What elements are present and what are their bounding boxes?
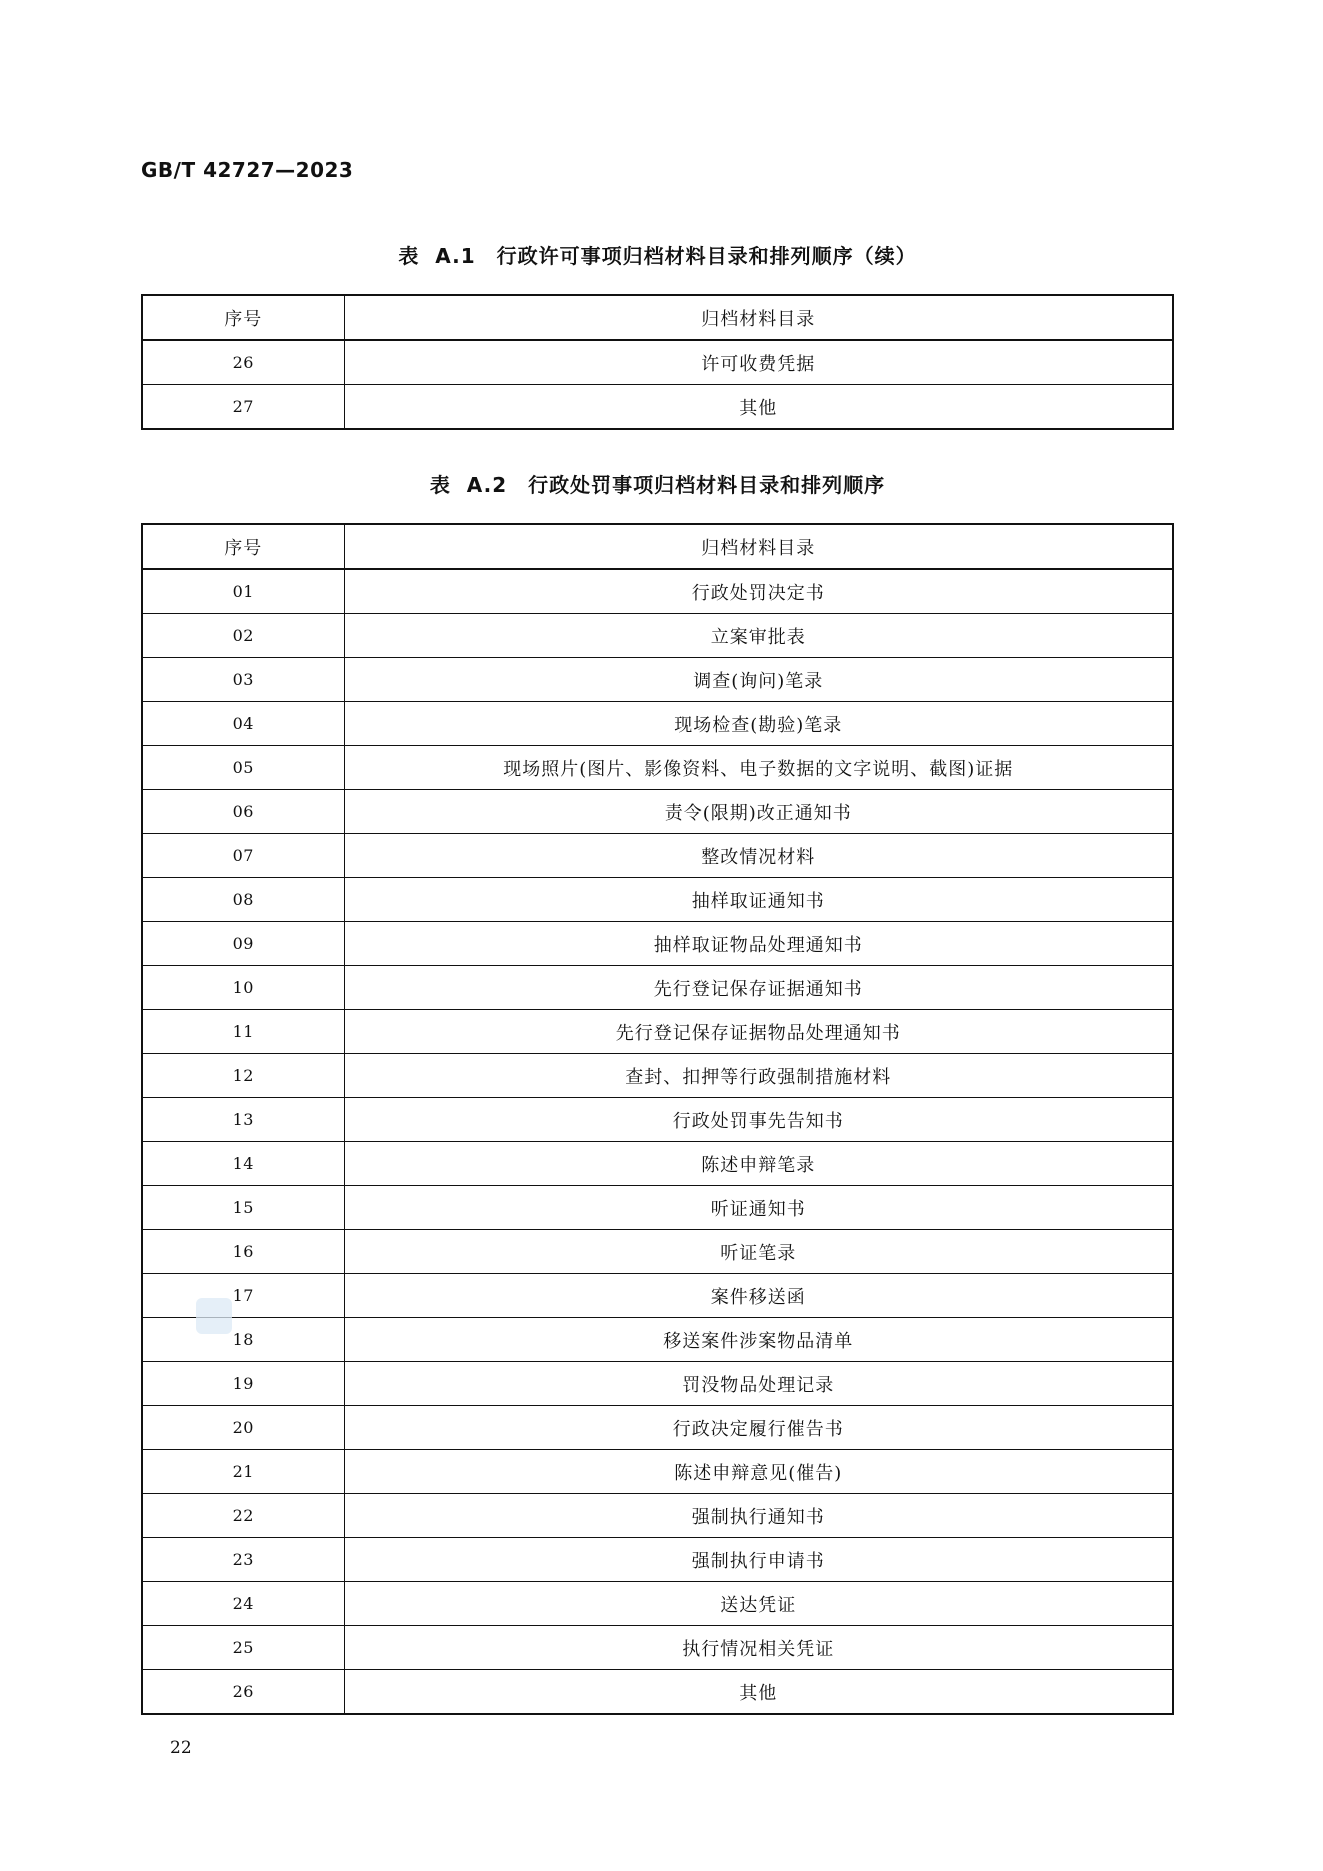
row-number: 19 — [142, 1362, 344, 1406]
table-row — [142, 746, 1173, 790]
row-item: 移送案件涉案物品清单 — [344, 1318, 1173, 1362]
table-row — [142, 569, 1173, 614]
row-item: 听证通知书 — [344, 1186, 1173, 1230]
table-row — [142, 790, 1173, 834]
row-number: 11 — [142, 1010, 344, 1054]
table-a1-title: 表 A.1 行政许可事项归档材料目录和排列顺序（续） — [398, 244, 917, 268]
table-row — [142, 1142, 1173, 1186]
row-number: 10 — [142, 966, 344, 1010]
table-row — [142, 1670, 1173, 1715]
column-header-number: 序号 — [142, 524, 344, 569]
row-item: 行政处罚决定书 — [344, 569, 1173, 614]
table-row — [142, 614, 1173, 658]
row-number: 02 — [142, 614, 344, 658]
row-item: 其他 — [344, 1670, 1173, 1715]
row-item: 现场检查(勘验)笔录 — [344, 702, 1173, 746]
table-row — [142, 1318, 1173, 1362]
table-row — [142, 1626, 1173, 1670]
table-header-row — [142, 524, 1173, 569]
row-number: 03 — [142, 658, 344, 702]
row-number: 21 — [142, 1450, 344, 1494]
row-item: 其他 — [344, 385, 1173, 430]
row-item: 强制执行申请书 — [344, 1538, 1173, 1582]
row-item: 行政决定履行催告书 — [344, 1406, 1173, 1450]
table-row — [142, 966, 1173, 1010]
row-number: 08 — [142, 878, 344, 922]
table-a1 — [141, 294, 1174, 430]
row-item: 抽样取证通知书 — [344, 878, 1173, 922]
row-number: 17 — [142, 1274, 344, 1318]
table-row — [142, 1582, 1173, 1626]
table-row — [142, 1054, 1173, 1098]
table-row — [142, 1406, 1173, 1450]
row-number: 07 — [142, 834, 344, 878]
table-row — [142, 1186, 1173, 1230]
row-number: 14 — [142, 1142, 344, 1186]
row-number: 18 — [142, 1318, 344, 1362]
row-item: 抽样取证物品处理通知书 — [344, 922, 1173, 966]
row-item: 行政处罚事先告知书 — [344, 1098, 1173, 1142]
table-header-row — [142, 295, 1173, 340]
table-row — [142, 878, 1173, 922]
row-number: 22 — [142, 1494, 344, 1538]
table-row — [142, 702, 1173, 746]
row-item: 罚没物品处理记录 — [344, 1362, 1173, 1406]
row-number: 06 — [142, 790, 344, 834]
row-item: 听证笔录 — [344, 1230, 1173, 1274]
row-item: 整改情况材料 — [344, 834, 1173, 878]
row-item: 强制执行通知书 — [344, 1494, 1173, 1538]
table-row — [142, 1010, 1173, 1054]
table-row — [142, 922, 1173, 966]
row-item: 调查(询问)笔录 — [344, 658, 1173, 702]
column-header-item: 归档材料目录 — [344, 524, 1173, 569]
row-number: 26 — [142, 340, 344, 385]
table-row — [142, 385, 1173, 430]
table-row — [142, 1230, 1173, 1274]
row-item: 陈述申辩意见(催告) — [344, 1450, 1173, 1494]
row-number: 20 — [142, 1406, 344, 1450]
row-item: 案件移送函 — [344, 1274, 1173, 1318]
document-code: GB/T 42727—2023 — [141, 158, 354, 182]
table-row — [142, 1098, 1173, 1142]
table-row — [142, 340, 1173, 385]
row-item: 陈述申辩笔录 — [344, 1142, 1173, 1186]
row-number: 26 — [142, 1670, 344, 1715]
row-item: 执行情况相关凭证 — [344, 1626, 1173, 1670]
table-row — [142, 658, 1173, 702]
row-item: 责令(限期)改正通知书 — [344, 790, 1173, 834]
table-a2-title: 表 A.2 行政处罚事项归档材料目录和排列顺序 — [429, 473, 886, 497]
row-item: 现场照片(图片、影像资料、电子数据的文字说明、截图)证据 — [344, 746, 1173, 790]
table-row — [142, 1450, 1173, 1494]
row-item: 立案审批表 — [344, 614, 1173, 658]
row-item: 许可收费凭据 — [344, 340, 1173, 385]
page-number: 22 — [170, 1738, 192, 1758]
row-item: 送达凭证 — [344, 1582, 1173, 1626]
row-number: 23 — [142, 1538, 344, 1582]
column-header-number: 序号 — [142, 295, 344, 340]
row-number: 27 — [142, 385, 344, 430]
row-item: 先行登记保存证据通知书 — [344, 966, 1173, 1010]
watermark-stamp — [196, 1298, 232, 1334]
row-number: 24 — [142, 1582, 344, 1626]
table-row — [142, 1362, 1173, 1406]
row-number: 01 — [142, 569, 344, 614]
table-a2 — [141, 523, 1174, 1715]
row-number: 16 — [142, 1230, 344, 1274]
column-header-item: 归档材料目录 — [344, 295, 1173, 340]
row-number: 05 — [142, 746, 344, 790]
row-number: 12 — [142, 1054, 344, 1098]
row-number: 13 — [142, 1098, 344, 1142]
table-row — [142, 834, 1173, 878]
row-number: 25 — [142, 1626, 344, 1670]
table-row — [142, 1538, 1173, 1582]
row-number: 04 — [142, 702, 344, 746]
row-item: 先行登记保存证据物品处理通知书 — [344, 1010, 1173, 1054]
table-row — [142, 1274, 1173, 1318]
row-number: 15 — [142, 1186, 344, 1230]
row-number: 09 — [142, 922, 344, 966]
table-row — [142, 1494, 1173, 1538]
row-item: 查封、扣押等行政强制措施材料 — [344, 1054, 1173, 1098]
